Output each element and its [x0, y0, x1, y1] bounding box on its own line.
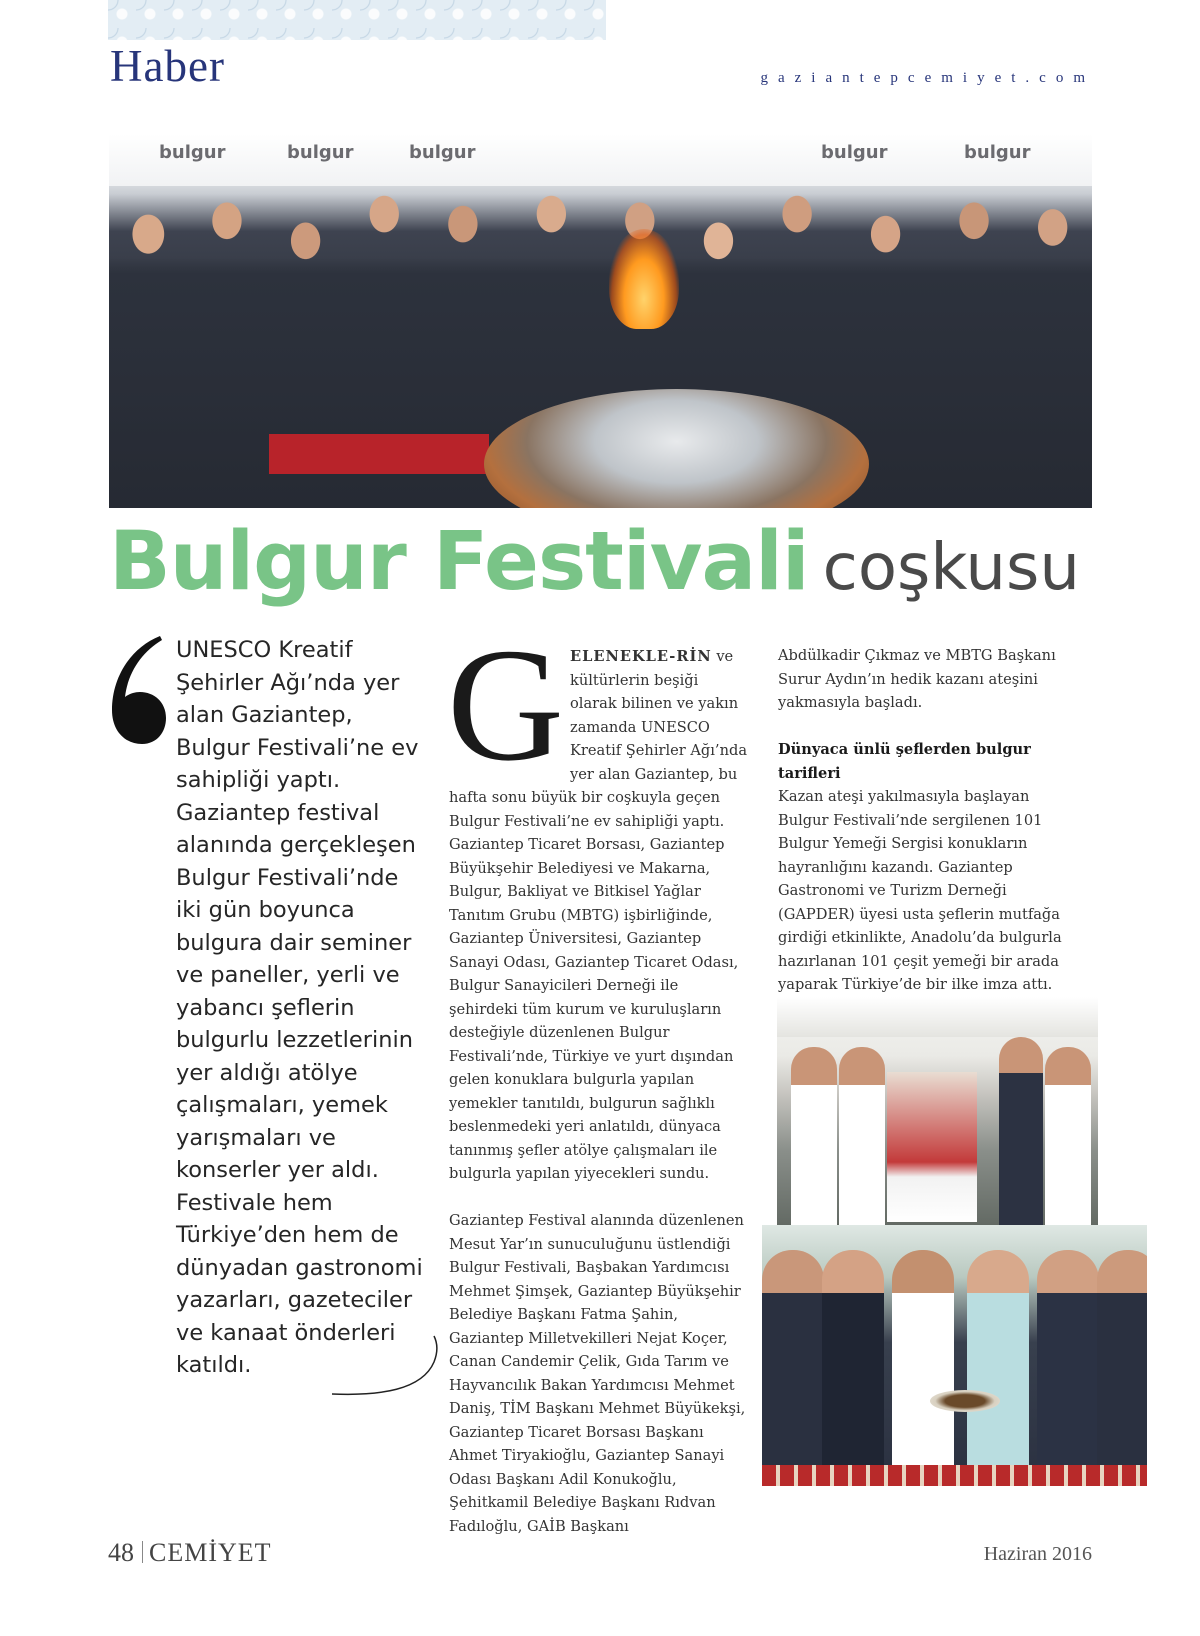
article-paragraph: Gaziantep Festival alanında düzenlenen Mesut Yar’ın sunuculuğunu üstlendiği Bulgur Festivali, Başbakan Yardımcısı Mehmet Şimşek, Gaziantep Büyükşehir Belediye Başkanı Fatma Şahin, Gaziantep Milletvekilleri Nejat Koçer, Canan Candemir Çelik, Gıda Tarım ve Hayvancılık Bakan Yardımcısı Mehmet Daniş, TİM Başkanı Mehmet Büyükekşi, Gaziantep Ticaret Borsası Başkanı Ahmet Tiryakioğlu, Gaziantep Sanayi Odası Başkanı Adil Konukoğlu, Şehitkamil Belediye Başkanı Rıdvan Fadıloğlu, GAİB Başkanı [449, 1212, 746, 1535]
footer-folio [108, 1538, 272, 1568]
officials-photo [762, 1225, 1147, 1486]
banner-brand-logo: bulgur [287, 142, 354, 163]
article-paragraph: Kazan ateşi yakılmasıyla başlayan Bulgur Festivali’nde sergilenen 101 Bulgur Yemeği Sergisi konukların hayranlığını kazandı. Gaziantep Gastronomi ve Turizm Derneği (GAPDER) üyesi usta şeflerin mutfağa girdiği etkinlikte, Anadolu’da bulgurla hazırlanan 101 çeşit yemeği bir arada yaparak Türkiye’de bir ilke imza attı. [778, 788, 1062, 993]
official-figure [822, 1250, 884, 1486]
lead-caps: ELENEKLE-RİN [570, 648, 712, 665]
table-cloth [762, 1465, 1147, 1486]
paragraph-text: ve kültürlerin beşiği olarak bilinen ve yakın zamanda UNESCO Kreatif Şehirler Ağı’nda yer alan Gaziantep, bu hafta sonu büyük bir coşkuyla geçen Bulgur Festivali’ne ev sahipliği yaptı. Gaziantep Ticaret Borsası, Gaziantep Büyükşehir Belediyesi ve Makarna, Bulgur, Bakliyat ve Bitkisel Yağlar Tanıtım Grubu (MBTG) işbirliğinde, Gaziantep Üniversitesi, Gaziantep Sanayi Odası, Gaziantep Ticaret Odası, Bulgur Sanayicileri Derneği ile şehirdeki tüm kurum ve kuruluşların desteğiyle düzenlenen Bulgur Festivali’nde, Türkiye ve yurt dışından gelen konuklara bulgurla yapılan yemekler tanıtıldı, bulgurun sağlıklı beslenmedeki yeri anlatıldı, dünyaca tanınmış şefler atölye çalışmaları ile bulgurla yapılan yiyecekleri sundu. [449, 648, 748, 1182]
banner-brand-logo: bulgur [409, 142, 476, 163]
official-figure [1037, 1250, 1099, 1486]
issue-date: Haziran 2016 [983, 1543, 1092, 1565]
page-number: 48 [108, 1538, 134, 1567]
drop-cap: G [447, 616, 564, 795]
hero-photo [109, 134, 1092, 508]
headline-sub: coşkusu [822, 531, 1080, 605]
article-headline [109, 515, 1080, 609]
article-column-2 [778, 644, 1083, 997]
folio-divider [142, 1541, 143, 1563]
chef-figure [791, 1047, 837, 1233]
chef-figure [839, 1047, 885, 1233]
banner-brand-logo: bulgur [964, 142, 1031, 163]
chef-figure [892, 1250, 954, 1486]
official-figure [1097, 1250, 1147, 1486]
banner-brand-logo: bulgur [821, 142, 888, 163]
official-figure [762, 1250, 824, 1486]
site-url: gaziantepcemiyet.com [760, 70, 1095, 86]
fire-icon [609, 229, 679, 329]
chef-figure [1045, 1047, 1091, 1233]
banner-brand-logo: bulgur [159, 142, 226, 163]
food-plate [930, 1390, 1000, 1412]
chefs-photo [777, 997, 1098, 1233]
article-subhead: Dünyaca ünlü şeflerden bulgur tarifleri [778, 741, 1031, 782]
quote-mark-icon [108, 632, 168, 748]
article-paragraph [447, 616, 749, 1186]
magazine-name: CEMİYET [149, 1538, 272, 1567]
tent-roof [777, 997, 1098, 1037]
decorative-pattern-band [108, 0, 606, 40]
headline-main: Bulgur Festivali [109, 515, 809, 609]
article-column-1 [447, 616, 749, 1538]
red-carpet [269, 434, 489, 474]
official-figure [999, 1037, 1043, 1233]
pull-quote: UNESCO Kreatif Şehirler Ağı’nda yer alan Gaziantep, Bulgur Festivali’ne ev sahipliği yaptı. Gaziantep festival alanında gerçekleşen Bulgur Festivali’nde iki gün boyunca bulgura dair seminer ve paneller, yerli ve yabancı şeflerin bulgurlu lezzetlerinin yer aldığı atölye çalışmaları, yemek yarışmaları ve konserler yer aldı. Festivale hem Türkiye’den hem de dünyadan gastronomi yazarları, gazeteciler ve kanaat önderleri katıldı. [176, 637, 423, 1378]
article-paragraph: Abdülkadir Çıkmaz ve MBTG Başkanı Surur Aydın’ın hedik kazanı ateşini yakmasıyla başladı. [778, 647, 1056, 711]
official-figure [967, 1250, 1029, 1486]
quote-swoosh [330, 1318, 440, 1398]
buffet-table [887, 1072, 977, 1222]
section-label: Haber [110, 41, 225, 91]
